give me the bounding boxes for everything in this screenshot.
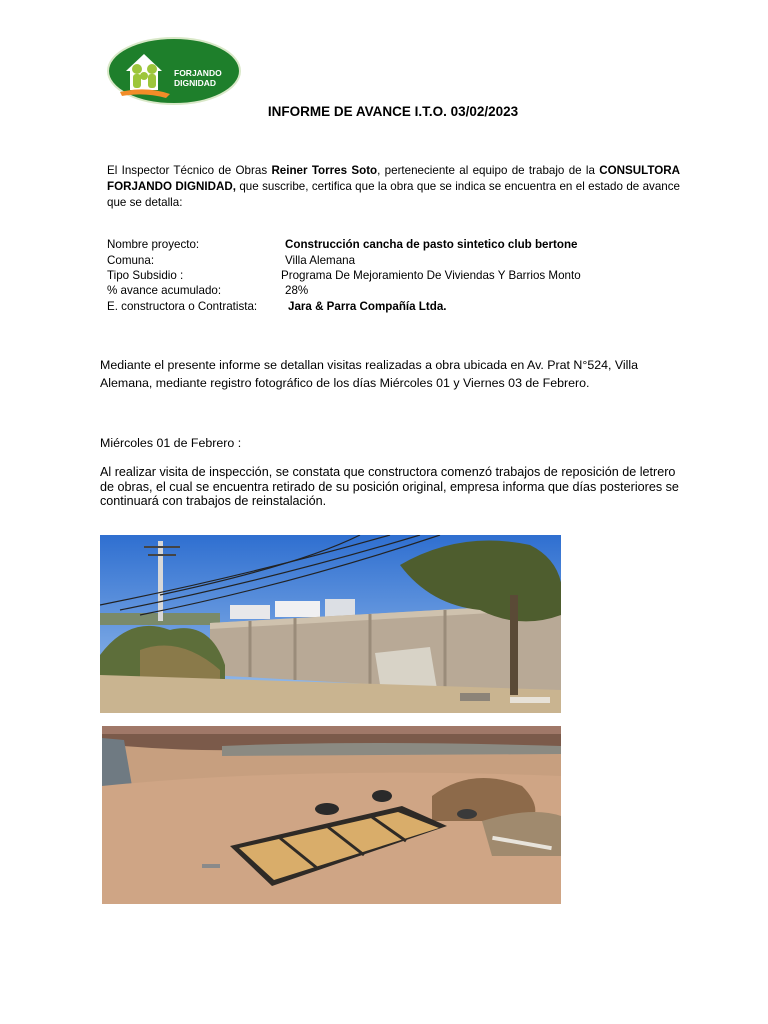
inspection-paragraph: Al realizar visita de inspección, se constata que constructora comenzó trabajos de reposición de letrero de obras, el cual se encuentra retirado de su posición original, empresa informa que días posteriores se continuará con trabajos de reinstalación. [100,465,679,508]
avance-label: % avance acumulado: [107,284,222,297]
logo-line-1: FORJANDO [174,68,222,78]
subsidio-value: Programa De Mejoramiento De Viviendas Y Barrios Monto [281,269,581,282]
consultora-name: CONSULTORA FORJANDO DIGNIDAD, [107,164,680,193]
comuna-value: Villa Alemana [285,254,356,267]
forjando-dignidad-logo [106,36,242,106]
constructora-label: E. constructora o Contratista: [107,300,258,313]
inspector-name: Reiner Torres Soto [271,164,378,177]
nombre-label: Nombre proyecto: [107,238,200,251]
logo-line-2: DIGNIDAD [174,78,217,88]
constructora-value: Jara & Parra Compañía Ltda. [288,300,447,313]
nombre-value: Construcción cancha de pasto sintetico club bertone [285,238,578,251]
site-photo-wall [100,535,561,713]
intro-text-2: , perteneciente al equipo de trabajo de la [377,164,600,177]
intro-text-3: que suscribe, certifica que la obra que se indica se encuentra en el estado de avance que se detalla: [107,180,680,209]
report-title: INFORME DE AVANCE I.T.O. 03/02/2023 [267,104,519,119]
subsidio-label: Tipo Subsidio : [107,269,184,282]
day-heading: Miércoles 01 de Febrero : [100,436,242,450]
site-photo-fallen-sign [102,726,561,904]
intro-text-1: El Inspector Técnico de Obras [107,164,272,177]
intro-paragraph [107,163,680,211]
avance-value: 28% [285,284,309,297]
comuna-label: Comuna: [107,254,155,267]
visit-summary-paragraph: Mediante el presente informe se detallan visitas realizadas a obra ubicada en Av. Prat N°524, Villa Alemana, mediante registro fotográfico de los días Miércoles 01 y Viernes 03 de Febrero. [100,358,639,390]
